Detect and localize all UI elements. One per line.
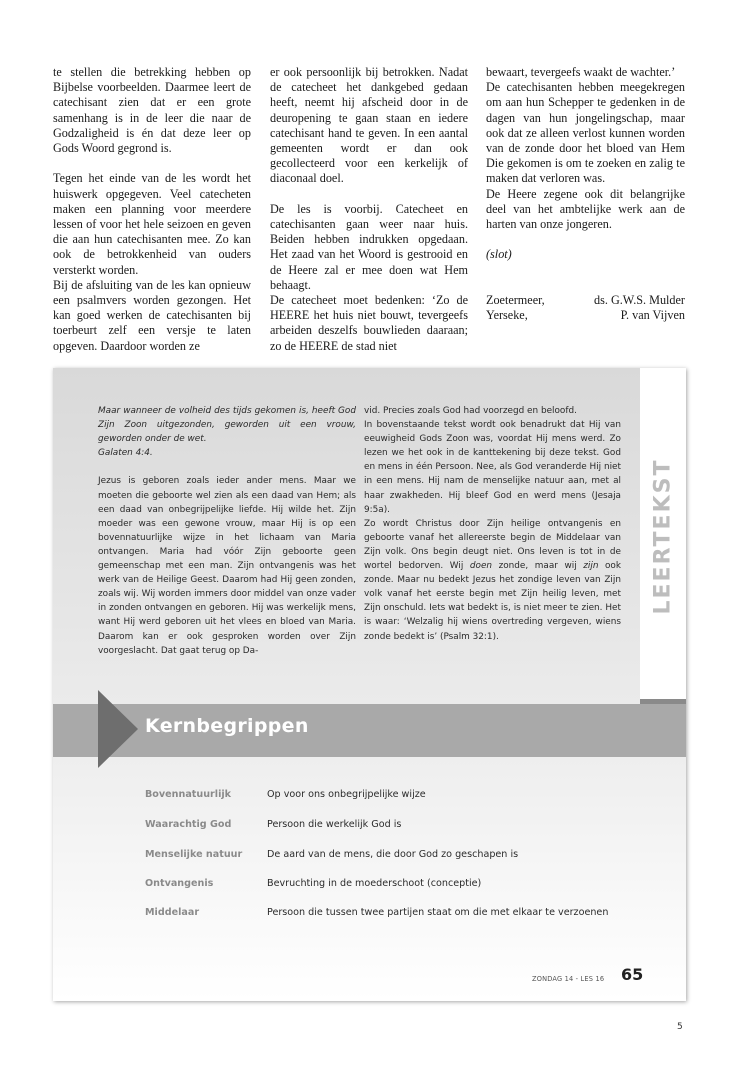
term-name: Middelaar xyxy=(145,907,200,918)
term-name: Menselijke natuur xyxy=(145,849,243,860)
term-row xyxy=(145,878,481,889)
term-definition: Bevruchting in de moederschoot (conceptie) xyxy=(267,878,482,889)
section-title: Kernbegrippen xyxy=(145,715,309,737)
lesson-left-column xyxy=(98,404,356,658)
chevron-right-icon xyxy=(98,690,138,768)
article-column-1 xyxy=(53,65,251,354)
lesson-footer-label: ZONDAG 14 - LES 16 xyxy=(532,975,605,983)
slot-note: (slot) xyxy=(486,247,512,262)
paragraph: De catecheet moet bedenken: ‘Zo de HEERE het huis niet bouwt, tevergeefs arbeiden deszelfs bouwlieden daaraan; zo de HEERE de stad niet xyxy=(270,293,468,353)
paragraph: De les is voorbij. Catecheet en catechisanten gaan weer naar huis. Beiden hebben indrukken opgedaan. Het zaad van het Woord is gestrooid en de Heere zal er mee doen wat Hem behaagt. xyxy=(270,201,468,292)
page-number: 5 xyxy=(677,1022,683,1032)
paragraph: Tegen het einde van de les wordt het huiswerk opgegeven. Veel catecheten maken een planning voor meerdere lessen of voor het hele seizoen en geven die aan hun catechisanten mee. Zo kan ook de betrokkenheid van ouders versterkt worden. xyxy=(53,171,251,277)
paragraph: te stellen die betrekking hebben op Bijbelse voorbeelden. Daarmee leert de catechisant zien dat er een grote samenhang is in de leer die naar de Godzaligheid is én dat deze leer op Gods Woord gegrond is. xyxy=(53,65,251,156)
paragraph: er ook persoonlijk bij betrokken. Nadat de catecheet het dankgebed gedaan heeft, neemt hij afscheid door in de deuropening te gaan staan en iedere catechisant hand te geven. In een aantal gemeenten wordt er dan ook gecollecteerd voor een kerkelijk of diaconaal doel. xyxy=(270,65,468,186)
signature-line xyxy=(486,308,685,323)
term-name: Bovennatuurlijk xyxy=(145,789,232,800)
term-definition: Persoon die werkelijk God is xyxy=(267,819,402,830)
emphasis: doen xyxy=(469,561,493,572)
paragraph: Jezus is geboren zoals ieder ander mens. Maar we moeten die geboorte wel zien als een daad van Hem; als een daad van onbegrijpelijke liefde. Hij wilde het. Zijn moeder was een gewone vrouw, maar Hij is op een bovennatuurlijke wijze in het lichaam van Maria ontvangen. Maria had vóór Zijn geboorte geen gemeenschap met een man. Zijn ontvangenis was het werk van de Heilige Geest. Daarom had Hij geen zonden, zoals wij. Wij worden immers door middel van onze vader in zonden ontvangen en geboren. Hij was werkelijk mens, want Hij werd geboren uit het vlees en bloed van Maria. Daarom kan er ook gesproken worden over Zijn voorgeslacht. Dat gaat terug op Da- xyxy=(98,476,356,656)
term-definition: Persoon die tussen twee partijen staat om die met elkaar te verzoenen xyxy=(267,907,609,918)
signature-name: ds. G.W.S. Mulder xyxy=(594,292,685,307)
side-label xyxy=(651,456,675,616)
emphasis: zijn xyxy=(583,561,599,572)
term-row xyxy=(145,819,401,830)
term-row xyxy=(145,849,518,860)
article-column-2 xyxy=(270,65,468,354)
term-definition: Op voor ons onbegrijpelijke wijze xyxy=(267,789,426,800)
paragraph: De Heere zegene ook dit belangrijke deel van het ambtelijke werk aan de harten van onze jongeren. xyxy=(486,186,685,232)
signature-place: Zoetermeer, xyxy=(486,292,545,307)
side-label-text: LEERTEKST xyxy=(650,458,676,614)
band-accent xyxy=(640,699,686,704)
bible-quote: Maar wanneer de volheid des tijds gekomen is, heeft God Zijn Zoon uitgezonden, geworden uit een vrouw, geworden onder de wet. xyxy=(98,406,356,445)
lesson-footer-page: 65 xyxy=(621,965,644,984)
term-name: Ontvangenis xyxy=(145,878,214,889)
term-row xyxy=(145,789,426,800)
lesson-right-column xyxy=(364,404,621,644)
bible-reference: Galaten 4:4. xyxy=(98,448,153,459)
term-name: Waarachtig God xyxy=(145,819,232,830)
paragraph: Bij de afsluiting van de les kan opnieuw een psalmvers worden gezongen. Het kan goed werken de catechisanten bij toerbeurt zelf een versje te laten opgeven. Daardoor worden ze xyxy=(53,277,251,353)
paragraph: De catechisanten hebben meegekregen om aan hun Schepper te gedenken in de dagen van hun jongelingschap, maar ook dat ze alleen verlost kunnen worden van de zonde door het bloed van Hem Die gekomen is om te zoeken en zalig te maken dat verloren was. xyxy=(486,80,685,186)
article-column-3 xyxy=(486,65,685,323)
signature-name: P. van Vijven xyxy=(620,307,685,322)
paragraph: Zo wordt Christus door Zijn heilige ontvangenis en geboorte vanaf het allereerste begin de Middelaar van Zijn volk. Ons begin deugt niet. Ons leven is tot in de wortel bedorven. Wij doen zonde, maar wij zijn ook zonde. Maar nu bedekt Jezus het zondige leven van Zijn volk vanaf het eerste begin met Zijn heilig leven, met Zijn onschuld. Iets wat bedekt is, is niet meer te zien. Het is waar: ‘Welzalig hij wiens overtreding vergeven, wiens zonde bedekt is’ (Psalm 32:1). xyxy=(364,518,622,642)
signature-place: Yerseke, xyxy=(486,307,528,322)
signature-line xyxy=(486,293,685,308)
paragraph: In bovenstaande tekst wordt ook benadrukt dat Hij van eeuwigheid Gods Zoon was, voordat Hij mens werd. Zo lezen we het ook in de kanttekening bij deze tekst. God en mens in één Persoon. Nee, als God veranderde Hij niet in een mens. Hij nam de menselijke natuur aan, met al haar zwakheden. Hij bleef God en werd mens (Jesaja 9:5a). xyxy=(364,420,621,515)
term-row xyxy=(145,907,608,918)
paragraph: bewaart, tevergeefs waakt de wachter.’ xyxy=(486,65,676,79)
lesson-page-insert xyxy=(53,368,686,1001)
term-definition: De aard van de mens, die door God zo geschapen is xyxy=(267,849,519,860)
paragraph: vid. Precies zoals God had voorzegd en beloofd. xyxy=(364,406,577,416)
